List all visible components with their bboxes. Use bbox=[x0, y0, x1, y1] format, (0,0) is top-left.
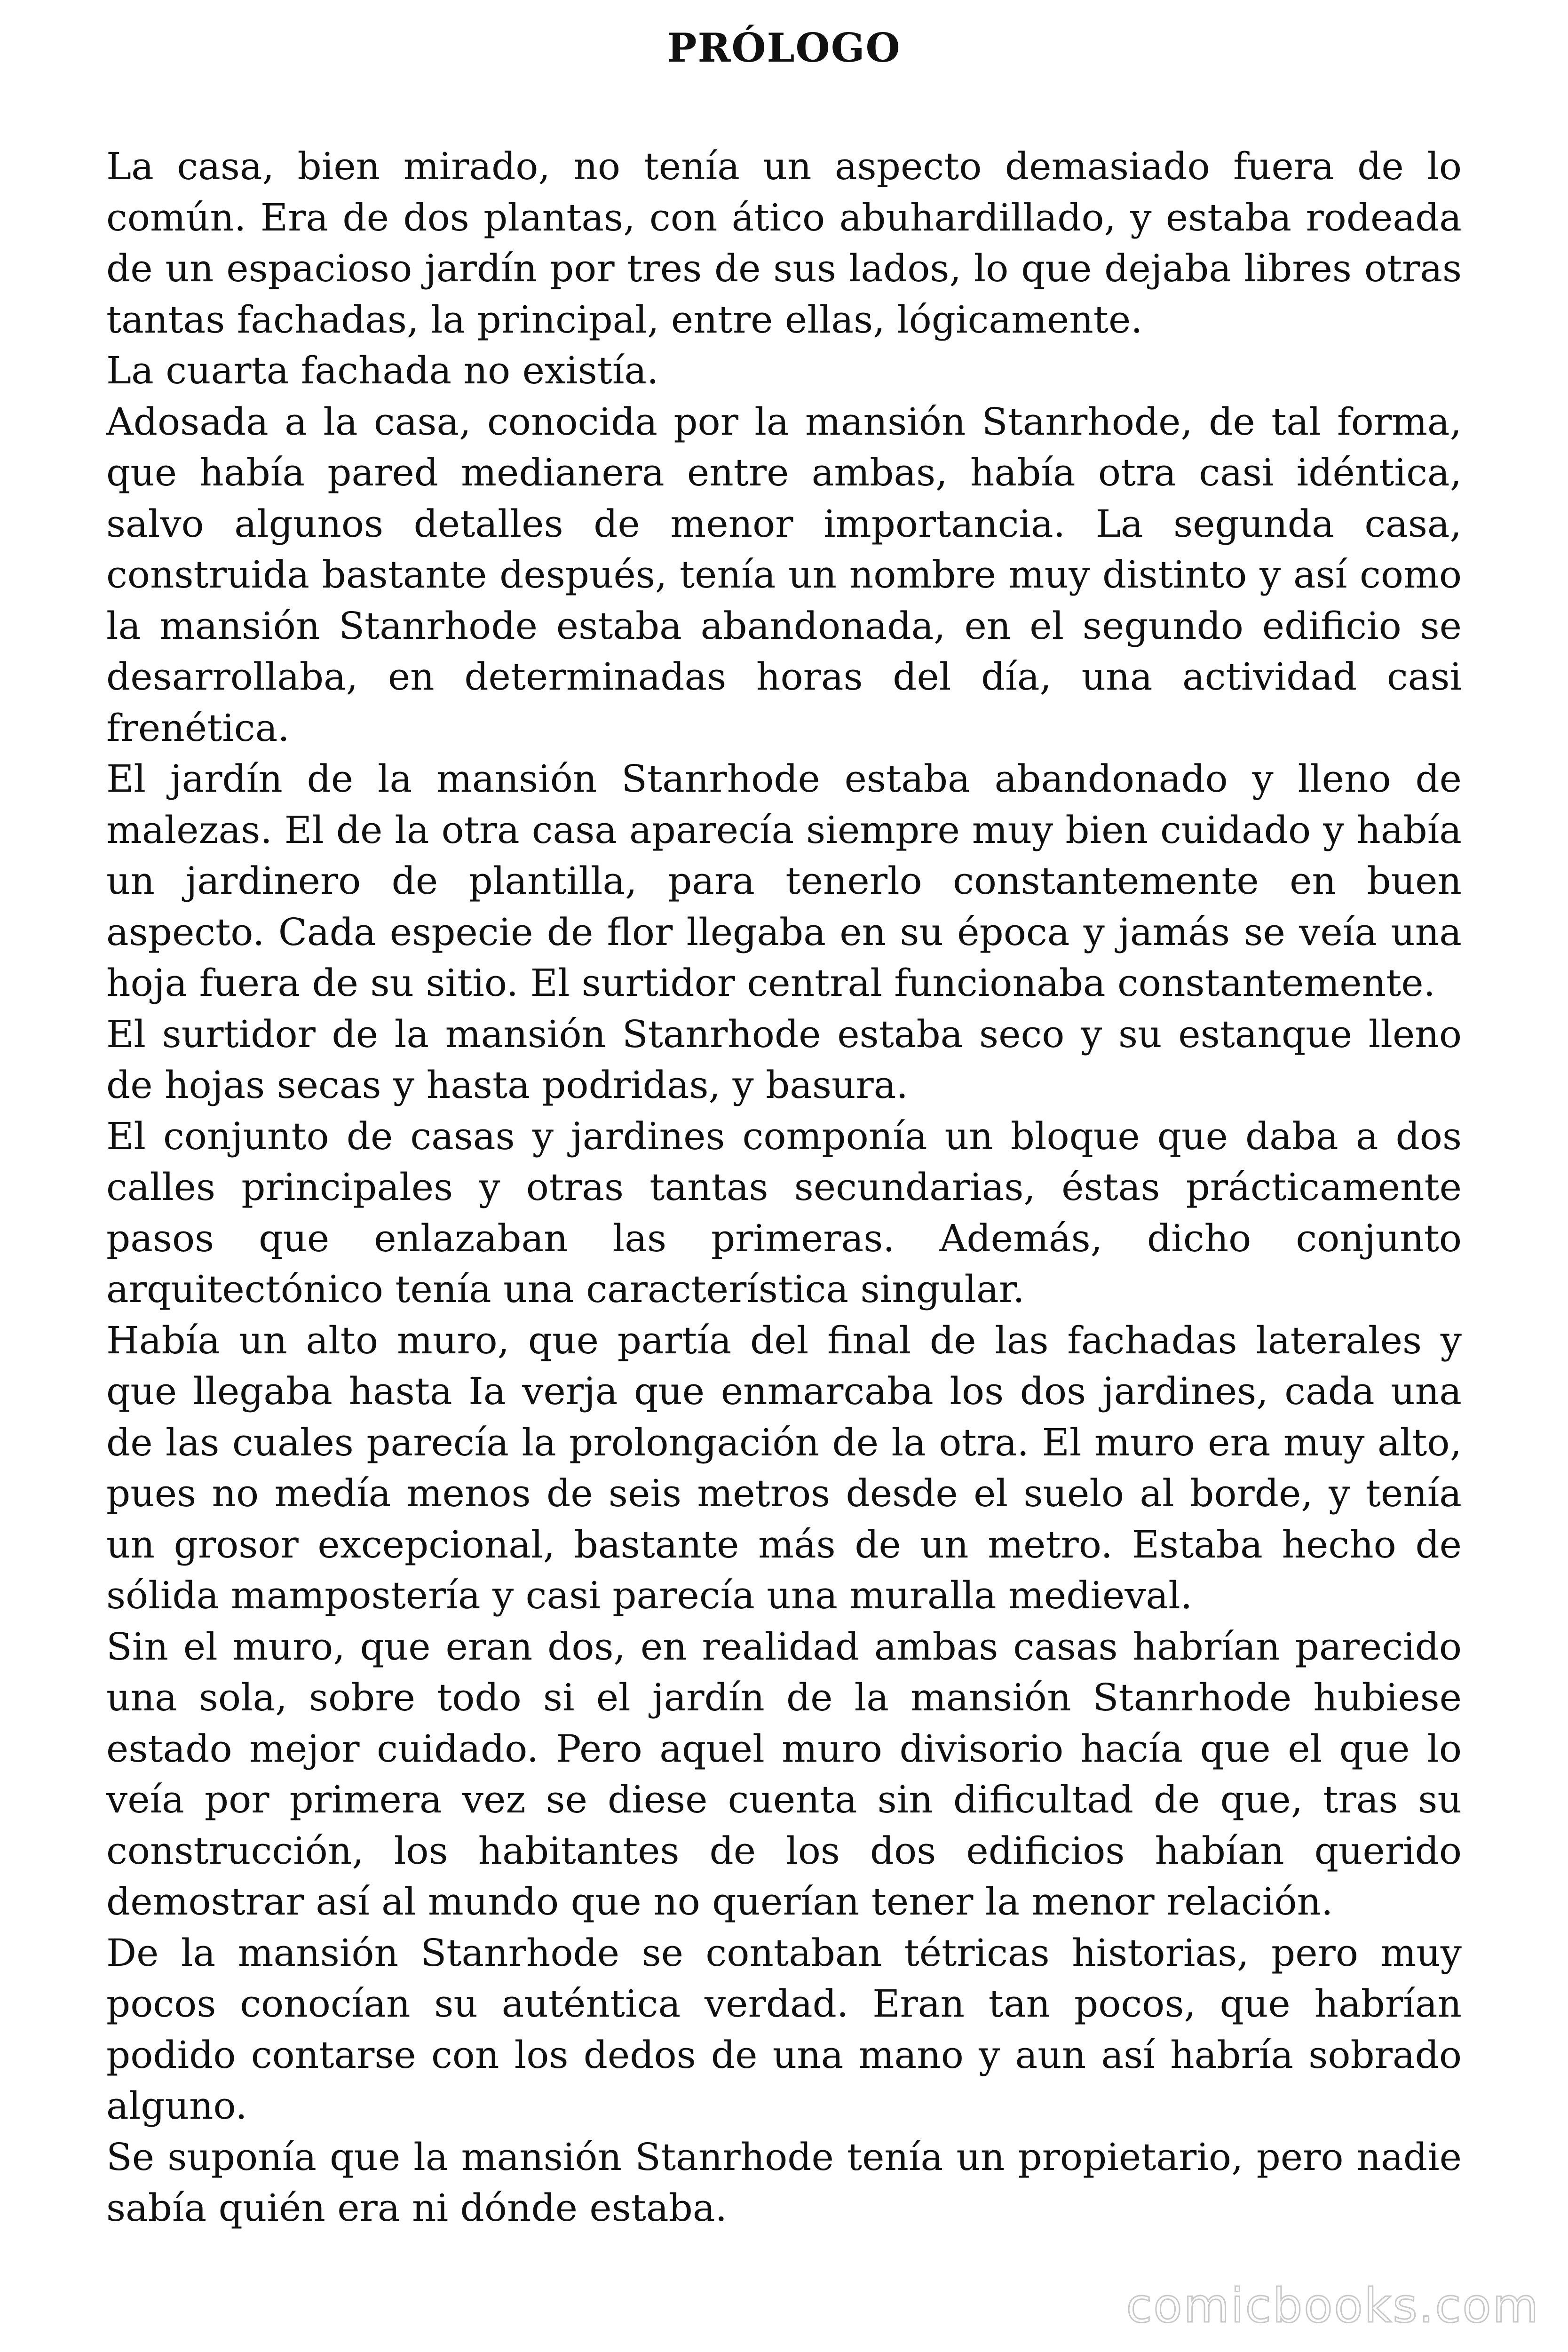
paragraph: La cuarta fachada no existía. bbox=[106, 349, 659, 392]
paragraph: El surtidor de la mansión Stanrhode estaba seco y su estanque lleno de hojas secas y hasta podridas, y basura. bbox=[106, 1012, 1462, 1107]
paragraph: La casa, bien mirado, no tenía un aspecto demasiado fuera de lo común. Era de dos plantas, con ático abuhardillado, y estaba rodeada de un espacioso jardín por tres de sus lados, lo que dejaba libres otras tantas fachadas, la principal, entre ellas, lógicamente. bbox=[106, 144, 1462, 342]
paragraph: Se suponía que la mansión Stanrhode tenía un propietario, pero nadie sabía quién era ni dónde estaba. bbox=[106, 2135, 1462, 2230]
paragraph: De la mansión Stanrhode se contaban tétricas historias, pero muy pocos conocían su auténtica verdad. Eran tan pocos, que habrían podido contarse con los dedos de una mano y aun así habría sobrado alguno. bbox=[106, 1931, 1462, 2128]
paragraph: Sin el muro, que eran dos, en realidad ambas casas habrían parecido una sola, sobre todo si el jardín de la mansión Stanrhode hubiese estado mejor cuidado. Pero aquel muro divisorio hacía que el que lo veía por primera vez se diese cuenta sin dificultad de que, tras su construcción, los habitantes de los dos edificios habían querido demostrar así al mundo que no querían tener la menor relación. bbox=[106, 1624, 1462, 1923]
watermark: comicbooks.com bbox=[1126, 2278, 1540, 2333]
paragraph: Adosada a la casa, conocida por la mansión Stanrhode, de tal forma, que había pared medianera entre ambas, había otra casi idéntica, salvo algunos detalles de menor importancia. La segunda casa, construida bastante después, tenía un nombre muy distinto y así como la mansión Stanrhode estaba abandonada, en el segundo edificio se desarrollaba, en determinadas horas del día, una actividad casi frenética. bbox=[106, 399, 1462, 750]
body-text bbox=[106, 141, 1462, 2234]
chapter-title: PRÓLOGO bbox=[667, 24, 901, 71]
paragraph: Había un alto muro, que partía del final de las fachadas laterales y que llegaba hasta Ia verja que enmarcaba los dos jardines, cada una de las cuales parecía la prolongación de la otra. El muro era muy alto, pues no medía menos de seis metros desde el suelo al borde, y tenía un grosor excepcional, bastante más de un metro. Estaba hecho de sólida mampostería y casi parecía una muralla medieval. bbox=[106, 1318, 1462, 1617]
paragraph: El conjunto de casas y jardines componía un bloque que daba a dos calles principales y otras tantas secundarias, éstas prácticamente pasos que enlazaban las primeras. Además, dicho conjunto arquitectónico tenía una característica singular. bbox=[106, 1114, 1462, 1311]
paragraph: El jardín de la mansión Stanrhode estaba abandonado y lleno de malezas. El de la otra casa aparecía siempre muy bien cuidado y había un jardinero de plantilla, para tenerlo constantemente en buen aspecto. Cada especie de flor llegaba en su época y jamás se veía una hoja fuera de su sitio. El surtidor central funcionaba constantemente. bbox=[106, 757, 1462, 1005]
